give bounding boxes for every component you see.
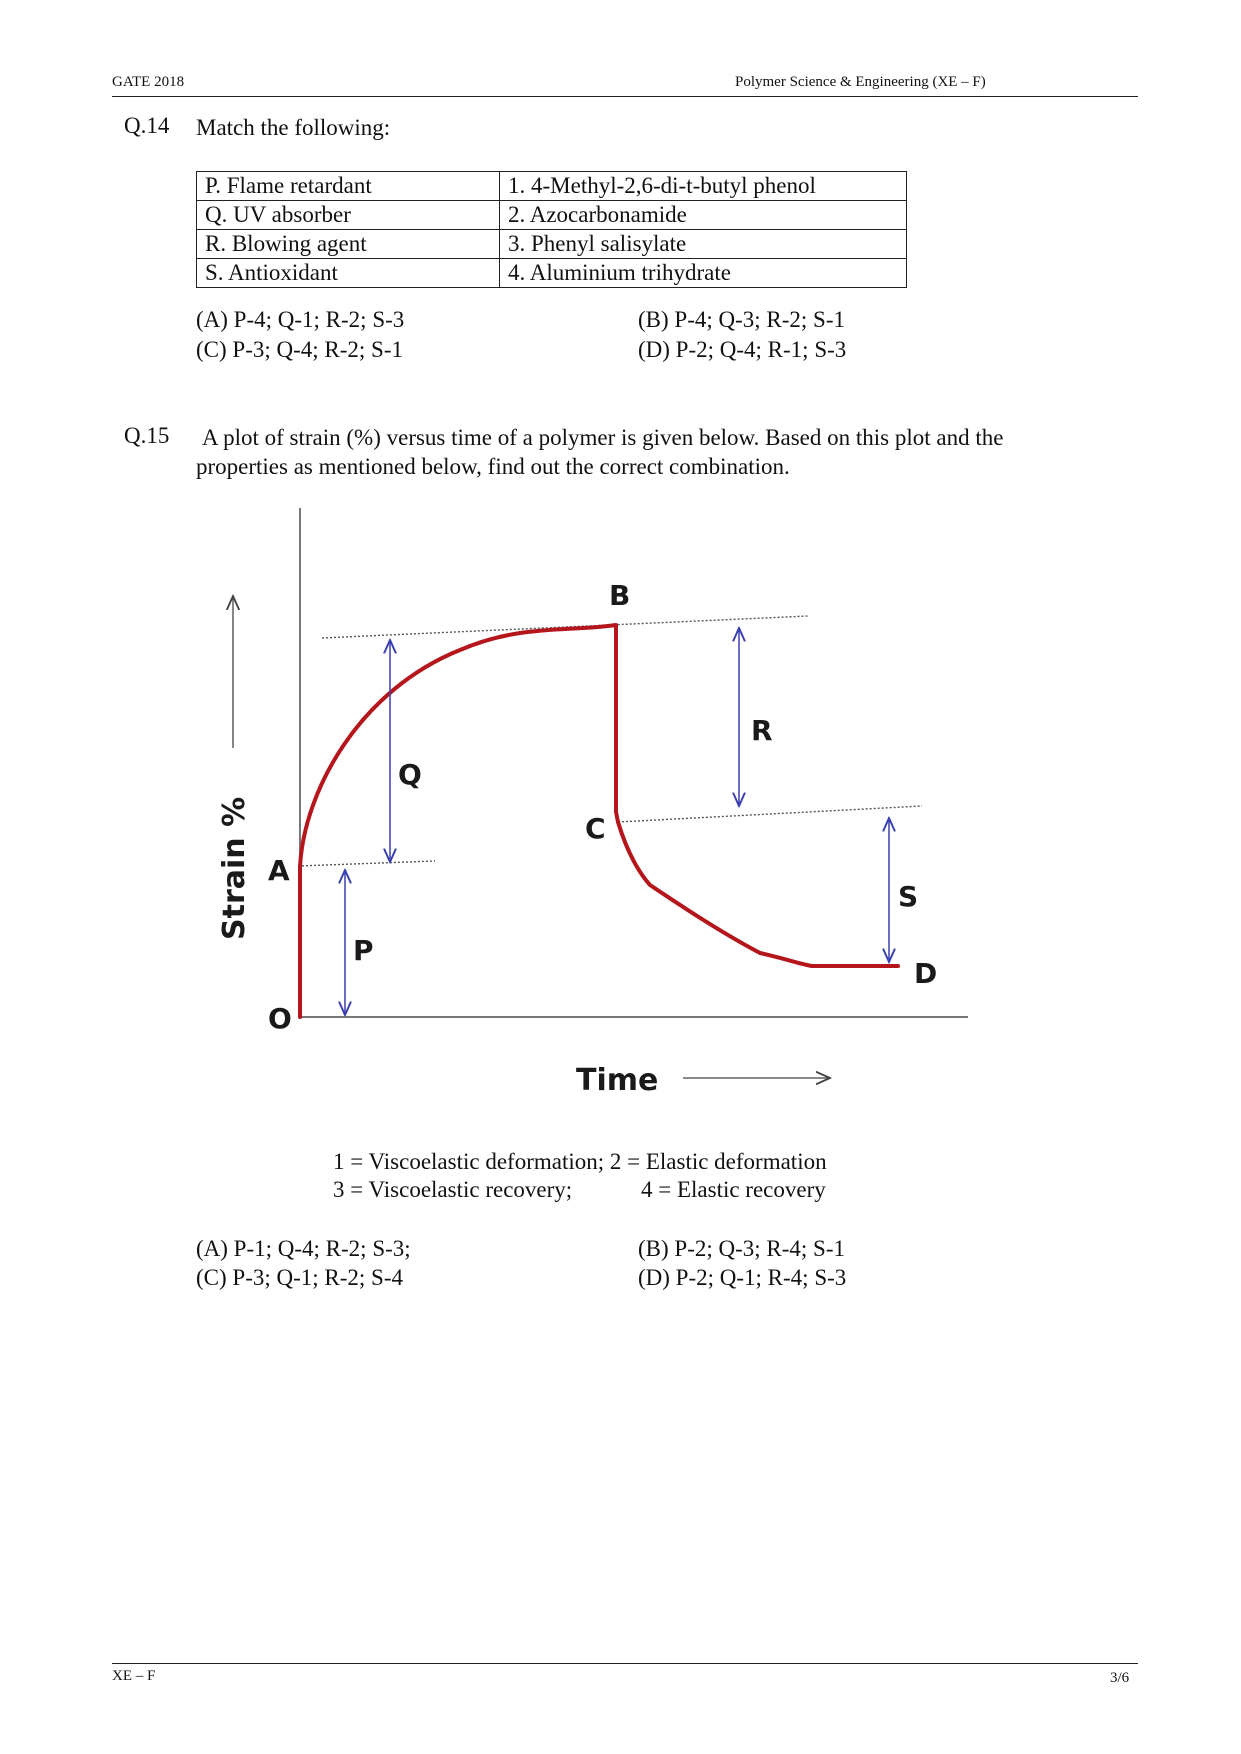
q15-option-a: (A) P-1; Q-4; R-2; S-3;	[196, 1236, 411, 1261]
table-cell: R. Blowing agent	[197, 230, 500, 259]
point-b-label: B	[609, 579, 631, 612]
q15-number: Q.15	[124, 423, 170, 448]
region-q-label: Q	[398, 758, 422, 791]
footer-page-number: 3/6	[1110, 1670, 1130, 1686]
q14-option-a: (A) P-4; Q-1; R-2; S-3	[196, 307, 405, 332]
table-cell: 2. Azocarbonamide	[500, 201, 907, 230]
table-cell: 4. Aluminium trihydrate	[500, 259, 907, 288]
q15-legend-line2b: 4 = Elastic recovery	[641, 1177, 826, 1202]
q15-option-d: (D) P-2; Q-1; R-4; S-3	[638, 1265, 847, 1290]
q14-option-d: (D) P-2; Q-4; R-1; S-3	[638, 337, 847, 362]
x-axis-label: Time	[576, 1063, 659, 1098]
q15-option-b: (B) P-2; Q-3; R-4; S-1	[638, 1236, 845, 1261]
footer-section-code: XE – F	[112, 1668, 156, 1684]
q14-option-c: (C) P-3; Q-4; R-2; S-1	[196, 337, 403, 362]
header-exam-name: GATE 2018	[112, 74, 185, 90]
point-a-label: A	[268, 854, 290, 887]
guide-line-a	[298, 861, 435, 866]
q14-number: Q.14	[124, 113, 170, 138]
footer-divider	[112, 1663, 1138, 1664]
region-r-label: R	[751, 714, 773, 747]
region-s-label: S	[898, 880, 919, 913]
table-cell: 3. Phenyl salisylate	[500, 230, 907, 259]
point-o-label: O	[268, 1002, 292, 1035]
q15-legend-line2a: 3 = Viscoelastic recovery;	[333, 1177, 573, 1202]
q15-legend-line1: 1 = Viscoelastic deformation; 2 = Elastic deformation	[333, 1149, 827, 1174]
region-p-label: P	[353, 934, 374, 967]
header-paper-name: Polymer Science & Engineering (XE – F)	[735, 74, 986, 90]
point-c-label: C	[585, 812, 606, 845]
q15-option-c: (C) P-3; Q-1; R-2; S-4	[196, 1265, 403, 1290]
point-d-label: D	[914, 957, 938, 990]
q15-text-line2: properties as mentioned below, find out the correct combination.	[196, 454, 790, 479]
y-axis-label: Strain %	[217, 796, 252, 940]
q14-prompt: Match the following:	[196, 115, 391, 140]
table-cell: S. Antioxidant	[197, 259, 500, 288]
table-cell: 1. 4-Methyl-2,6-di-t-butyl phenol	[500, 172, 907, 201]
q15-text-line1: A plot of strain (%) versus time of a polymer is given below. Based on this plot and the	[202, 425, 1004, 450]
guide-line-c	[618, 806, 922, 822]
table-cell: P. Flame retardant	[197, 172, 500, 201]
q14-option-b: (B) P-4; Q-3; R-2; S-1	[638, 307, 845, 332]
table-cell: Q. UV absorber	[197, 201, 500, 230]
